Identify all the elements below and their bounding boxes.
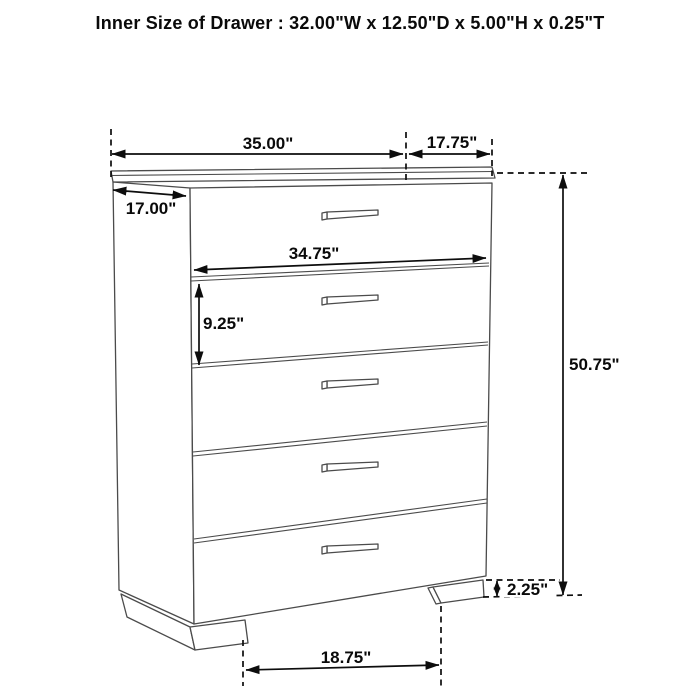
drawer-handle-cap xyxy=(322,212,327,220)
drawer-handle-cap xyxy=(322,464,327,472)
drawer-handle-cap xyxy=(322,546,327,554)
drawer-handle-cap xyxy=(322,297,327,305)
chest-side-panel xyxy=(113,182,194,624)
chest-front-face xyxy=(190,183,492,624)
left-foot-front xyxy=(190,620,248,650)
dim-overall-height-label: 50.75" xyxy=(569,355,620,374)
dim-leg-gap-label: 18.75" xyxy=(320,648,372,667)
page-title: Inner Size of Drawer : 32.00"W x 12.50"D x 5.00"H x 0.25"T xyxy=(95,13,605,33)
dim-drawer-height-label: 9.25" xyxy=(203,314,245,333)
dim-top-width-label: 35.00" xyxy=(242,134,294,153)
dim-top-depth-label: 17.75" xyxy=(426,133,478,152)
drawer-handle-cap xyxy=(322,381,327,389)
dim-base-height-label: 2.25" xyxy=(507,580,549,599)
chest-drawing xyxy=(111,167,495,650)
dim-drawer-width-label: 34.75" xyxy=(288,244,340,263)
dim-side-depth-label: 17.00" xyxy=(125,199,177,218)
